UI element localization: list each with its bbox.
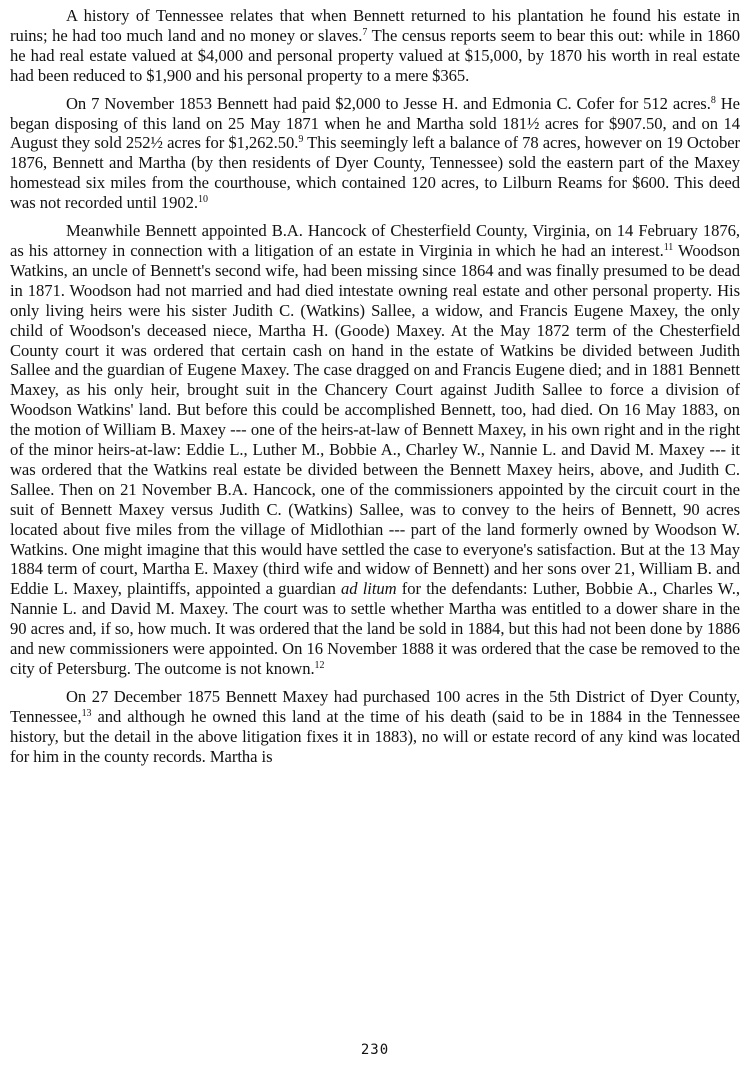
paragraph-text: This seemingly left a balance of 78 acres, however on 19 October 1876, Bennett and Martha (by then residents of Dyer County, Tennessee) sold the eastern part of the Maxey homestead six miles from the courthouse, which contained 120 acres, to Lilburn Reams for $600. This deed was not recorded until 1902.: [10, 133, 740, 213]
paragraph-text: and although he owned this land at the time of his death (said to be in 1884 in the Tennessee history, but the detail in the above litigation fixes it in 1883), no will or estate record of any kind was located for him in the county records. Martha is: [10, 706, 740, 766]
paragraph-text: On 27 December 1875 Bennett Maxey had purchased 100 acres in the 5th District of Dyer County, Tennessee,: [10, 686, 740, 726]
page-number: 230: [360, 1042, 390, 1058]
footnote-ref: 12: [314, 660, 325, 671]
footnote-ref: 7: [362, 26, 368, 38]
paragraph-text: He began disposing of this land on 25 May 1871 when he and Martha sold 181½ acres for $907.50, and on 14 August they sold 252½ acres for $1,262.50.: [10, 93, 740, 153]
footnote-ref: 9: [298, 134, 304, 146]
footnote-ref: 11: [663, 241, 674, 253]
paragraph-text: A history of Tennessee relates that when Bennett returned to his plantation he found his estate in ruins; he had too much land and no money or slaves.: [10, 6, 740, 45]
paragraph-text: for the defendants: Luther, Bobbie A., Charles W., Nannie L. and David M. Maxey. The court was to settle whether Martha was entitled to a dower share in the 90 acres and, if so, how much. It was ordered that the land be sold in 1884, but this had not been done by 1886 and new commissioners were appointed. On 16 November 1888 it was ordered that the case be removed to the city of Petersburg. The outcome is not known.: [10, 579, 740, 678]
paragraph-1: [10, 6, 740, 86]
paragraph-4: [10, 687, 740, 767]
paragraph-text: Woodson Watkins, an uncle of Bennett's second wife, had been missing since 1864 and was finally presumed to be dead in 1871. Woodson had not married and had died intestate owning real estate and other personal property. His only living heirs were his sister Judith C. (Watkins) Sallee, a widow, and Francis Eugene Maxey, the only child of Woodson's deceased niece, Martha H. (Goode) Maxey. At the May 1872 term of the Chesterfield County court it was ordered that certain cash on hand in the estate of Watkins be divided between Judith Sallee and the guardian of Eugene Maxey. The case dragged on and Francis Eugene died; and in 1881 Bennett Maxey, as his only heir, brought suit in the Chancery Court against Judith Sallee to force a division of Woodson Watkins' land. But before this could be accomplished Bennett, too, had died. On 16 May 1883, on the motion of William B. Maxey --- one of the heirs-at-law of Bennett Maxey, in his own right and in the right of the minor heirs-at-law: Eddie L., Luther M., Bobbie A., Charley W., Nannie L. and David M. Maxey --- it was ordered that the Watkins real estate be divided between the Bennett Maxey heirs, above, and Judith C. Sallee. Then on 21 November B.A. Hancock, one of the commissioners appointed by the circuit court in the suit of Bennett Maxey versus Judith C. (Watkins) Sallee, was to convey to the heirs of Bennett, 90 acres located about five miles from the village of Midlothian --- part of the land formerly owned by Woodson W. Watkins. One might imagine that this would have settled the case to everyone's satisfaction. But at the 13 May 1884 term of court, Martha E. Maxey (third wife and widow of Bennett) and her sons over 21, William B. and Eddie L. Maxey, plaintiffs, appointed a guardian: [10, 240, 740, 599]
paragraph-text: On 7 November 1853 Bennett had paid $2,000 to Jesse H. and Edmonia C. Cofer for 512 acres.: [66, 93, 711, 113]
paragraph-2: [10, 94, 740, 213]
footnote-ref: 13: [81, 707, 92, 719]
italic-text: ad litum: [341, 579, 397, 599]
footnote-ref: 8: [710, 94, 716, 106]
paragraph-3: [10, 221, 740, 679]
document-page: [10, 6, 740, 775]
paragraph-text: The census reports seem to bear this out: while in 1860 he had real estate valued at $4,000 and personal property valued at $15,000, by 1870 his worth in real estate had been reduced to $1,900 and his personal property to a mere $365.: [10, 25, 740, 85]
paragraph-text: Meanwhile Bennett appointed B.A. Hancock of Chesterfield County, Virginia, on 14 February 1876, as his attorney in connection with a litigation of an estate in Virginia in which he had an interest.: [10, 221, 740, 260]
footnote-ref: 10: [198, 194, 208, 206]
